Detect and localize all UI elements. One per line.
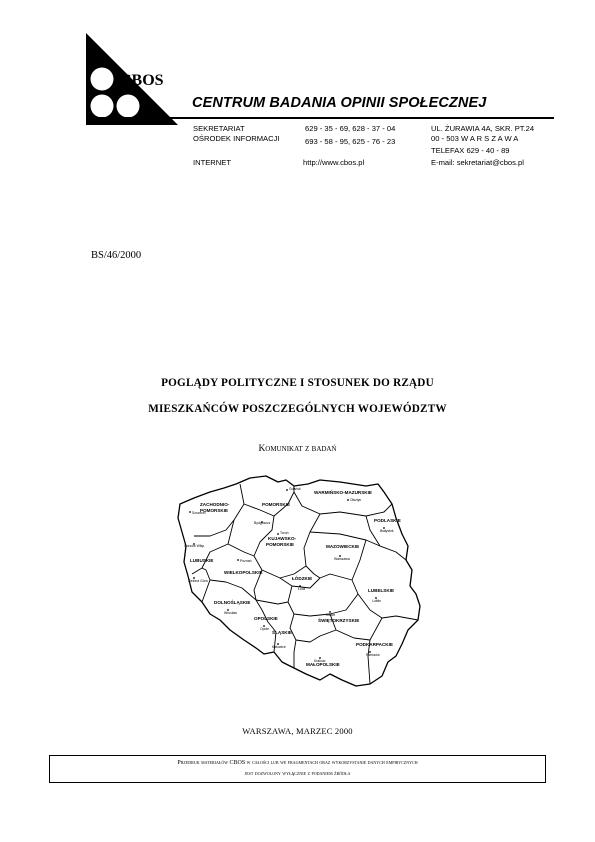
region-label: WARMIŃSKO-MAZURSKIE bbox=[314, 490, 372, 495]
city-label: Kraków bbox=[314, 659, 326, 663]
cbos-logo bbox=[86, 33, 178, 125]
region-label: LUBUSKIE bbox=[190, 558, 214, 563]
logo-text: CBOS bbox=[120, 72, 164, 89]
title-line1: POGLĄDY POLITYCZNE I STOSUNEK DO RZĄDU bbox=[161, 377, 434, 389]
institution-name: CENTRUM BADANIA OPINII SPOŁECZNEJ bbox=[192, 95, 487, 111]
region-label: OPOLSKIE bbox=[254, 616, 278, 621]
city-label: Szczecin bbox=[192, 511, 206, 515]
city-label: Olsztyn bbox=[350, 498, 362, 502]
copyright-notice bbox=[49, 755, 546, 783]
poland-voivodeships-map bbox=[170, 470, 430, 692]
region-label: PODLASKIE bbox=[374, 518, 401, 523]
city-label: Gorzów Wlkp. bbox=[184, 544, 206, 548]
region-label: MAŁOPOLSKIE bbox=[306, 662, 340, 667]
region-label: ŚWIĘTOKRZYSKIE bbox=[318, 618, 360, 623]
address-line2: 00 - 503 W A R S Z A W A bbox=[431, 134, 519, 143]
city-label: Zielona Góra bbox=[188, 579, 208, 583]
subtitle: Komunikat z badań bbox=[258, 444, 337, 454]
city-label: Lublin bbox=[372, 599, 382, 603]
city-label: Warszawa bbox=[334, 557, 350, 561]
city-label: Gdańsk bbox=[289, 487, 301, 491]
city-label: Kielce bbox=[326, 613, 336, 617]
region-label: ŚLĄSKIE bbox=[272, 630, 292, 635]
telefax: TELEFAX 629 - 40 - 89 bbox=[431, 146, 510, 155]
secretariat-label: SEKRETARIAT bbox=[193, 124, 245, 133]
city-label: Rzeszów bbox=[366, 653, 380, 657]
region-label: LUBELSKIE bbox=[368, 588, 395, 593]
region-label: MAZOWIECKIE bbox=[326, 544, 360, 549]
email[interactable]: E-mail: sekretariat@cbos.pl bbox=[431, 158, 524, 167]
title-line2: MIESZKAŃCÓW POSZCZEGÓLNYCH WOJEWÓDZTW bbox=[148, 403, 447, 415]
info-label: OŚRODEK INFORMACJI bbox=[193, 134, 280, 143]
city-label: Wrocław bbox=[224, 611, 237, 615]
address-line1: UL. ŻURAWIA 4A, SKR. PT.24 bbox=[431, 124, 535, 133]
report-code: BS/46/2000 bbox=[91, 250, 142, 261]
region-label: WIELKOPOLSKIE bbox=[224, 570, 263, 575]
region-label: ŁÓDZKIE bbox=[292, 576, 313, 581]
city-label: Opole bbox=[260, 627, 270, 631]
secretariat-phones: 629 - 35 - 69, 628 - 37 - 04 bbox=[305, 124, 396, 133]
city-label: Toruń bbox=[280, 531, 289, 535]
internet-url[interactable]: http://www.cbos.pl bbox=[303, 158, 365, 167]
region-label: KUJAWSKO- bbox=[268, 536, 297, 541]
region-label: POMORSKIE bbox=[200, 508, 229, 513]
region-label: POMORSKIE bbox=[262, 502, 291, 507]
city-label: Łódź bbox=[298, 587, 306, 591]
notice-line1: Przedruk materiałów CBOS w całości lub we fragmentach oraz wykorzystanie danych empirycznych bbox=[177, 760, 418, 766]
city-label: Białystok bbox=[380, 529, 394, 533]
info-phones: 693 - 58 - 95, 625 - 76 - 23 bbox=[305, 137, 396, 146]
place-date: WARSZAWA, MARZEC 2000 bbox=[242, 726, 353, 736]
internet-label: INTERNET bbox=[193, 158, 231, 167]
city-label: Katowice bbox=[272, 645, 286, 649]
region-label: POMORSKIE bbox=[266, 542, 295, 547]
region-label: ZACHODNIO- bbox=[200, 502, 230, 507]
city-label: Poznań bbox=[240, 559, 252, 563]
notice-line2: jest dozwolony wyłącznie z podaniem źródła bbox=[244, 771, 351, 777]
region-label: PODKARPACKIE bbox=[356, 642, 393, 647]
header-rule bbox=[86, 117, 554, 119]
city-label: Bydgoszcz bbox=[254, 521, 271, 525]
region-label: DOLNOŚLĄSKIE bbox=[214, 600, 251, 605]
